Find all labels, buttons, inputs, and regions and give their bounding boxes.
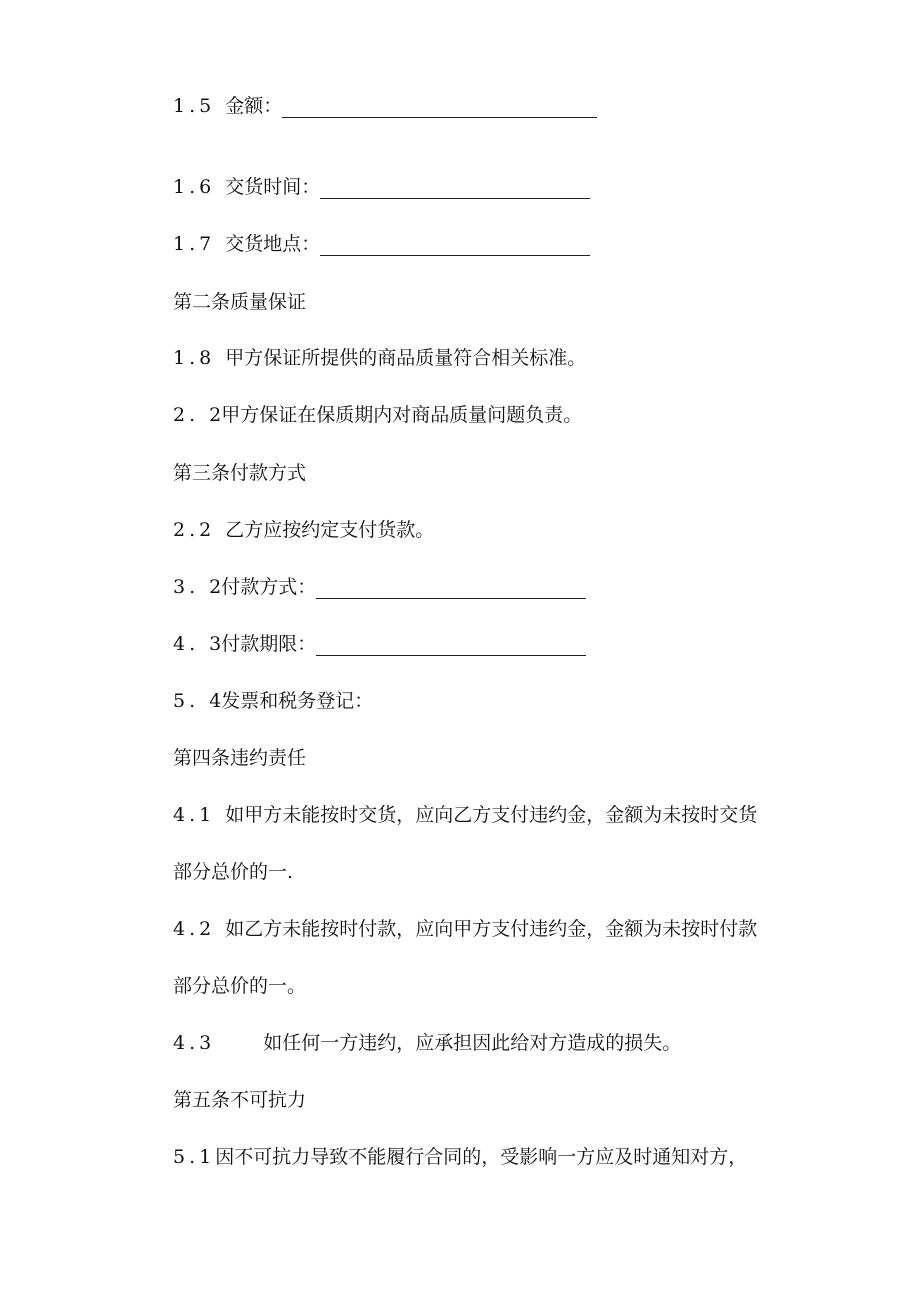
fill-blank-line[interactable] [320, 180, 590, 199]
clause-text: 因不可抗力导致不能履行合同的，受影响一方应及时通知对方， [215, 1146, 748, 1168]
section-title-payment: 第三条付款方式 [173, 462, 307, 484]
clause-text: 如甲方未能按时交货，应向乙方支付违约金，金额为未按时交货 [225, 804, 758, 826]
clause-number: 5. [173, 690, 200, 712]
clause-2-2-quality [173, 403, 582, 427]
clause-number: 4.2 [173, 918, 216, 940]
clause-number: 1.8 [173, 347, 216, 369]
item-number: 1.7 [173, 233, 216, 255]
section-title-quality: 第二条质量保证 [173, 291, 307, 313]
clause-4-3 [173, 1031, 681, 1055]
clause-text: 乙方应按约定支付货款。 [225, 519, 435, 541]
clause-text: 2甲方保证在保质期内对商品质量问题负责。 [209, 404, 583, 426]
clause-number: 2.2 [173, 519, 216, 541]
clause-number: 4.3 [173, 1032, 216, 1054]
clause-payment-method [173, 575, 586, 599]
clause-text: 如乙方未能按时付款，应向甲方支付违约金，金额为未按时付款 [225, 918, 758, 940]
clause-5-1 [173, 1145, 747, 1169]
clause-number: 2. [173, 404, 200, 426]
clause-text: 4发票和税务登记： [209, 690, 374, 712]
clause-number: 3. [173, 576, 200, 598]
clause-text: 2付款方式： [209, 576, 317, 598]
clause-text: 如任何一方违约，应承担因此给对方造成的损失。 [263, 1032, 682, 1054]
item-amount [173, 94, 597, 118]
fill-blank-line[interactable] [282, 99, 597, 118]
item-number: 1.5 [173, 95, 216, 117]
clause-4-1 [173, 803, 757, 827]
item-delivery-time [173, 175, 590, 199]
item-label: 交货地点： [225, 233, 321, 255]
section-title-force-majeure: 第五条不可抗力 [173, 1089, 307, 1111]
clause-number: 5.1 [173, 1146, 216, 1168]
clause-4-2-continued: 部分总价的一。 [173, 975, 307, 997]
clause-text: 3付款期限： [209, 633, 317, 655]
clause-4-2 [173, 917, 757, 941]
section-title-liability: 第四条违约责任 [173, 747, 307, 769]
clause-invoice [173, 689, 373, 713]
clause-payment-term [173, 632, 586, 656]
item-label: 交货时间： [225, 176, 321, 198]
clause-4-1-continued: 部分总价的一. [173, 861, 294, 883]
fill-blank-line[interactable] [316, 580, 586, 599]
clause-1-8 [173, 346, 586, 370]
item-label: 金额： [225, 95, 283, 117]
fill-blank-line[interactable] [320, 237, 590, 256]
clause-2-2-payment [173, 518, 434, 542]
clause-text: 甲方保证所提供的商品质量符合相关标准。 [225, 347, 587, 369]
clause-number: 4.1 [173, 804, 216, 826]
item-number: 1.6 [173, 176, 216, 198]
clause-number: 4. [173, 633, 200, 655]
fill-blank-line[interactable] [316, 637, 586, 656]
item-delivery-place [173, 232, 590, 256]
